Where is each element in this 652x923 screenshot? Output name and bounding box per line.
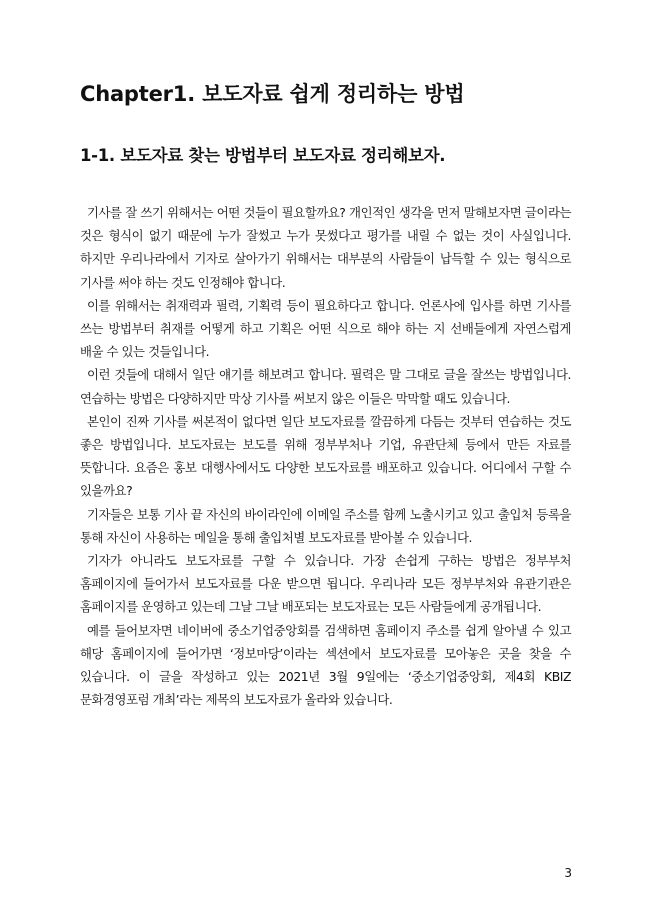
section-title: 1-1. 보도자료 찾는 방법부터 보도자료 정리해보자. [80, 146, 446, 165]
paragraph-2: 이를 위해서는 취재력과 필력, 기획력 등이 필요하다고 합니다. 언론사에 입사를 하면 기사를 쓰는 방법부터 취재를 어떻게 하고 기획은 어떤 식으로 해야 하는 지 선배들에게 자연스럽게 배울 수 있는 것들입니다. [80, 297, 571, 360]
chapter-title: Chapter1. 보도자료 쉽게 정리하는 방법 [80, 82, 465, 106]
paragraph-7: 예를 들어보자면 네이버에 중소기업중앙회를 검색하면 홈페이지 주소를 쉽게 알아낼 수 있고 해당 홈페이지에 들어가면 ‘정보마당’이라는 섹션에서 보도자료를 모아놓은 곳을 찾을 수 있습니다. 이 글을 작성하고 있는 2021년 3월 9일에는 ‘중소기업중앙회, 제4회 KBIZ 문화경영포럼 개최’라는 제목의 보도자료가 올라와 있습니다. [80, 622, 571, 708]
page-number: 3 [564, 866, 572, 880]
body-text [80, 201, 571, 711]
paragraph-1: 기사를 잘 쓰기 위해서는 어떤 것들이 필요할까요? 개인적인 생각을 먼저 말해보자면 글이라는 것은 형식이 없기 때문에 누가 잘썼고 누가 못썼다고 평가를 내릴 수 없는 것이 사실입니다. 하지만 우리나라에서 기자로 살아가기 위해서는 대부분의 사람들이 납득할 수 있는 형식으로 기사를 써야 하는 것도 인정해야 합니다. [80, 205, 571, 290]
paragraph-4: 본인이 진짜 기사를 써본적이 없다면 일단 보도자료를 깔끔하게 다듬는 것부터 연습하는 것도 좋은 방법입니다. 보도자료는 보도를 위해 정부부처나 기업, 유관단체 등에서 만든 자료를 뜻합니다. 요즘은 홍보 대행사에서도 다양한 보도자료를 배포하고 있습니다. 어디에서 구할 수 있을까요? [80, 413, 571, 499]
paragraph-5: 기자들은 보통 기사 끝 자신의 바이라인에 이메일 주소를 함께 노출시키고 있고 출입처 등록을 통해 자신이 사용하는 메일을 통해 출입처별 보도자료를 받아볼 수 있습니다. [80, 506, 571, 545]
paragraph-3: 이런 것들에 대해서 일단 얘기를 해보려고 합니다. 필력은 말 그대로 글을 잘쓰는 방법입니다. 연습하는 방법은 다양하지만 막상 기사를 써보지 않은 이들은 막막할 때도 있습니다. [80, 367, 571, 406]
paragraph-6: 기자가 아니라도 보도자료를 구할 수 있습니다. 가장 손쉽게 구하는 방법은 정부부처 홈페이지에 들어가서 보도자료를 다운 받으면 됩니다. 우리나라 모든 정부부처와 유관기관은 홈페이지를 운영하고 있는데 그날 그날 배포되는 보도자료는 모든 사람들에게 공개됩니다. [80, 553, 571, 615]
